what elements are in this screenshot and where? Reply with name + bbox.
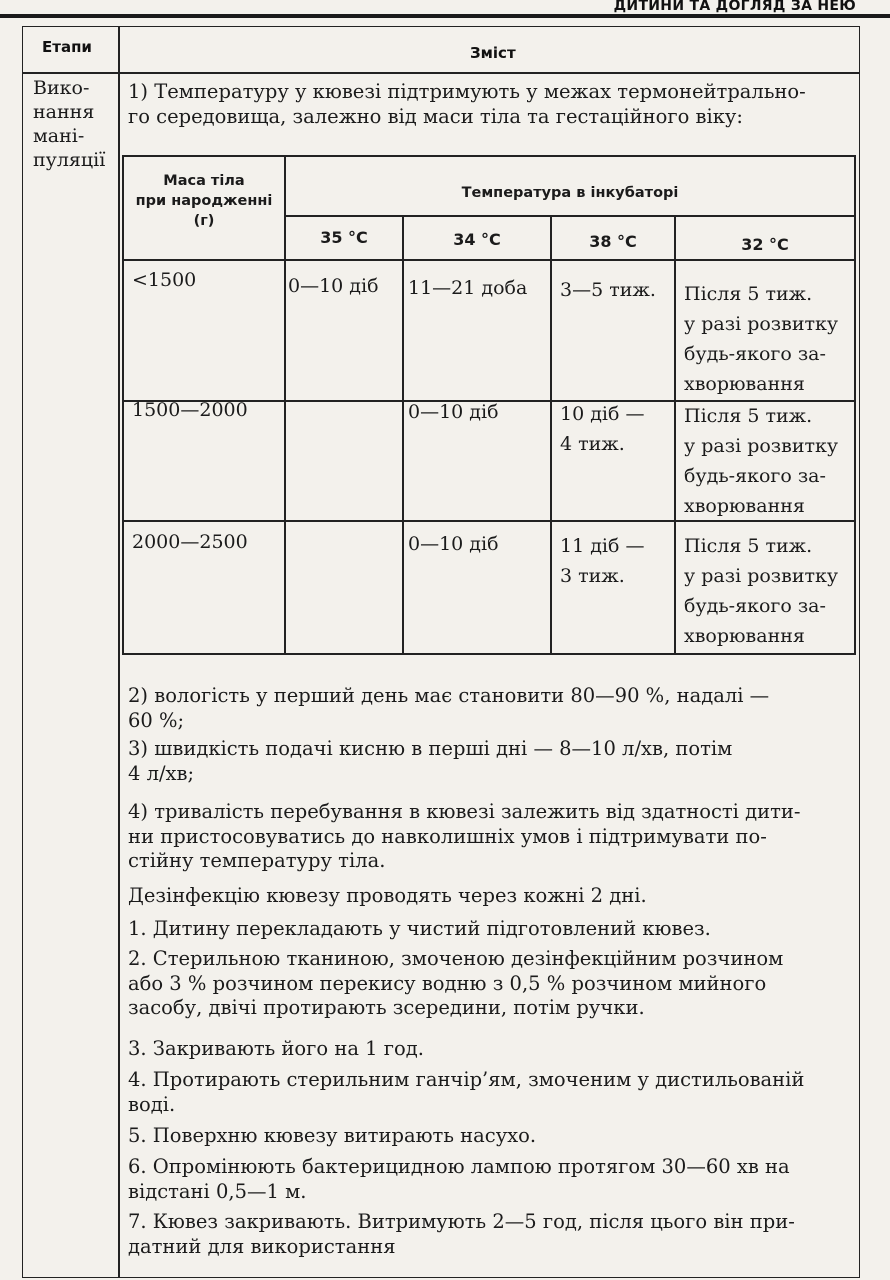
- row2-c4: Після 5 тиж. у разі розвитку будь-якого за- хворювання: [684, 405, 839, 517]
- header-rule: [0, 14, 890, 18]
- inner-right-border: [854, 155, 856, 655]
- row1-c4: Після 5 тиж. у разі розвитку будь-якого за- хворювання: [684, 283, 839, 395]
- temp-header-divider: [284, 215, 856, 217]
- step-7: 7. Кювез закривають. Витримують 2—5 год, після цього він при- датний для використання: [128, 1210, 795, 1258]
- temperature-table: [122, 155, 856, 655]
- row1-c1: 0—10 діб: [288, 275, 379, 297]
- col-divider-3: [674, 215, 676, 655]
- step-6: 6. Опромінюють бактерицидною лампою протягом 30—60 хв на відстані 0,5—1 м.: [128, 1155, 790, 1203]
- row3-c4: Після 5 тиж. у разі розвитку будь-якого за- хворювання: [684, 535, 839, 647]
- step-4: 4. Протирають стерильним ганчір’ям, змоченим у дистильованій воді.: [128, 1068, 805, 1116]
- step-1: 1. Дитину перекладають у чистий підготовлений кювез.: [128, 917, 711, 940]
- paragraph-4: 4) тривалість перебування в кювезі залежить від здатності дити- ни пристосовуватись до навколишніх умов і підтримувати по- стійну температуру тіла.: [128, 800, 801, 872]
- header-bottom-divider: [122, 259, 856, 261]
- step-5: 5. Поверхню кювезу витирають насухо.: [128, 1124, 537, 1147]
- stage-label: Вико- нання мані- пуляції: [33, 77, 106, 171]
- row1-mass: <1500: [132, 269, 197, 291]
- row2-mass: 1500—2000: [132, 399, 248, 421]
- inner-bottom-border: [122, 653, 856, 655]
- row2-c3: 10 діб — 4 тиж.: [560, 403, 645, 455]
- col-divider-1: [402, 215, 404, 655]
- running-head: ДИТИНИ ТА ДОГЛЯД ЗА НЕЮ: [613, 0, 856, 14]
- paragraph-5: Дезінфекцію кювезу проводять через кожні 2 дні.: [128, 884, 647, 907]
- temp-col-3: 38 °C: [589, 232, 637, 251]
- row2-c2: 0—10 діб: [408, 401, 499, 423]
- temp-col-2: 34 °C: [453, 230, 501, 249]
- row1-c3: 3—5 тиж.: [560, 279, 656, 301]
- inner-top-border: [122, 155, 856, 157]
- step-2: 2. Стерильною тканиною, змоченою дезінфекційним розчином або 3 % розчином перекису водню з 0,5 % розчином мийного засобу, двічі протирають зсередини, потім ручки.: [128, 947, 784, 1019]
- row3-mass: 2000—2500: [132, 531, 248, 553]
- paragraph-3: 3) швидкість подачі кисню в перші дні — 8—10 л/хв, потім 4 л/хв;: [128, 737, 733, 785]
- column-header-content: Зміст: [470, 44, 516, 62]
- temp-col-1: 35 °C: [320, 228, 368, 247]
- column-header-stages: Етапи: [42, 38, 92, 56]
- paragraph-1: 1) Температуру у кювезі підтримують у межах термонейтрально- го середовища, залежно від маси тіла та гестаційного віку:: [128, 80, 806, 128]
- temp-header: Температура в інкубаторі: [461, 185, 679, 201]
- outer-header-divider: [22, 72, 860, 74]
- row3-c2: 0—10 діб: [408, 533, 499, 555]
- row1-c2: 11—21 доба: [408, 277, 528, 299]
- step-3: 3. Закривають його на 1 год.: [128, 1037, 424, 1060]
- outer-column-divider: [118, 26, 120, 1278]
- mass-header: Маса тіла при народженні (г): [135, 173, 273, 229]
- row3-c3: 11 діб — 3 тиж.: [560, 535, 645, 587]
- temp-col-4: 32 °C: [741, 235, 789, 254]
- col-divider-2: [550, 215, 552, 655]
- paragraph-2: 2) вологість у перший день має становити 80—90 %, надалі — 60 %;: [128, 684, 770, 732]
